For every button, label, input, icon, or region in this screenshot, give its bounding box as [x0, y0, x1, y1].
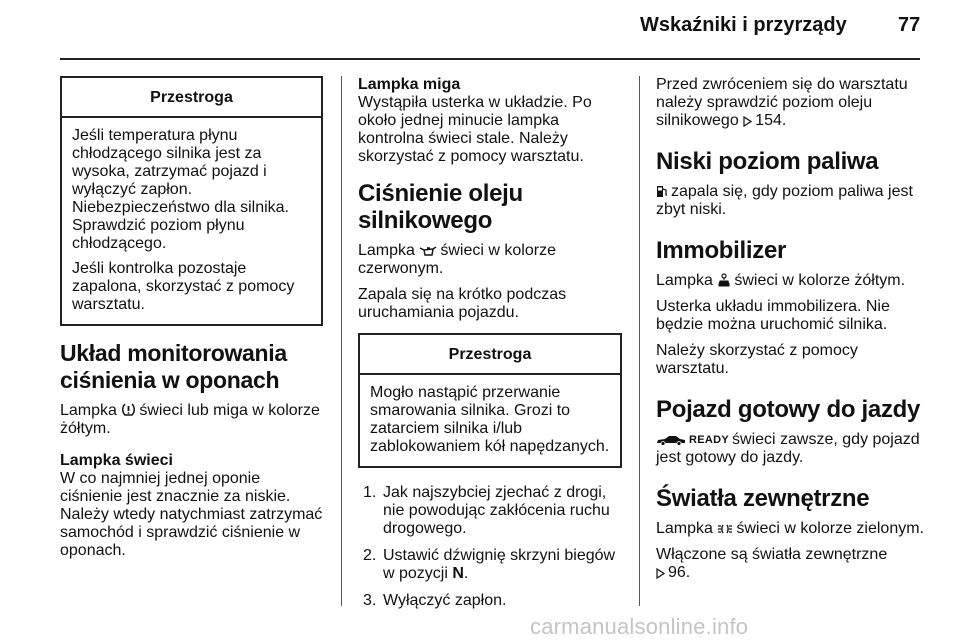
- column-3: [656, 76, 924, 590]
- page-header-title: Wskaźniki i przyrządy: [640, 14, 847, 36]
- subheading-lamp-blinks: Lampka miga: [358, 76, 461, 93]
- body-text: W co najmniej jednej oponie ciśnienie jest znacznie za niskie. Należy wtedy natychmiast zatrzymać samochód i sprawdzić ciśnienie w oponach.: [60, 470, 323, 559]
- tpms-lamp-text: Lampka świeci lub miga w kolorze żółtym.: [60, 402, 320, 437]
- car-icon: [656, 434, 686, 446]
- list-item: 3. Wyłączyć zapłon.: [363, 592, 507, 609]
- header-rule: [60, 58, 920, 60]
- caution-box-coolant: [60, 76, 323, 326]
- column-divider-1: [341, 76, 342, 606]
- section-heading-immobilizer: Immobilizer: [656, 237, 787, 264]
- body-text: Usterka układu immobilizera. Nie będzie można uruchomić silnika.: [656, 298, 890, 333]
- body-text: Wystąpiła usterka w układzie. Po około jednej minucie lampka kontrolna świeci stale. Należy skorzystać z pomocy warsztatu.: [358, 94, 592, 165]
- immobilizer-car-key-icon: [717, 273, 731, 287]
- page-number: 77: [898, 14, 921, 36]
- tyre-pressure-icon: [121, 402, 136, 417]
- fuel-pump-icon: [656, 184, 668, 198]
- watermark-footer: carmanualsonline.info: [530, 614, 749, 639]
- list-item: 1. Jak najszybciej zjechać z drogi, nie powodując zakłócenia ruchu drogowego.: [363, 484, 610, 537]
- column-1: [60, 76, 323, 568]
- page-reference-arrow-icon: [656, 568, 665, 579]
- caution-text: Jeśli temperatura płynu chłodzącego silnika jest za wysoka, zatrzymać pojazd i wyłączyć zapłon. Niebezpieczeństwo dla silnika. Sprawdzić poziom płynu chłodzącego.: [72, 127, 289, 252]
- fuel-text: zapala się, gdy poziom paliwa jest zbyt niski.: [656, 183, 913, 218]
- section-heading-oil-pressure: Ciśnienie oleju silnikowego: [358, 180, 523, 234]
- exterior-lights-icon: [717, 523, 733, 535]
- lights-lamp-text: Lampka świeci w kolorze zielonym.: [656, 520, 924, 537]
- body-text: Zapala się na krótko podczas uruchamiania pojazdu.: [358, 286, 567, 321]
- oil-check-text: Przed zwróceniem się do warsztatu należy sprawdzić poziom oleju silnikowego 154.: [656, 76, 908, 129]
- section-heading-tpms: Układ monitorowania ciśnienia w oponach: [60, 340, 287, 393]
- caution-box-oil: [358, 333, 622, 468]
- section-heading-exterior-lights: Światła zewnętrzne: [656, 485, 870, 512]
- oil-can-icon: [419, 245, 437, 257]
- section-heading-ready: Pojazd gotowy do jazdy: [656, 396, 921, 423]
- immo-lamp-text: Lampka świeci w kolorze żółtym.: [656, 272, 906, 289]
- subheading-lamp-on: Lampka świeci: [60, 452, 173, 469]
- column-divider-2: [639, 76, 640, 606]
- caution-heading: Przestroga: [62, 78, 321, 118]
- ready-label: READY: [689, 434, 730, 446]
- oil-lamp-text: Lampka świeci w kolorze czerwonym.: [358, 242, 556, 277]
- ready-text: READY świeci zawsze, gdy pojazd jest gotowy do jazdy.: [656, 431, 920, 466]
- caution-heading: Przestroga: [360, 335, 620, 375]
- list-item: 2. Ustawić dźwignię skrzyni biegów w pozycji N.: [363, 547, 616, 582]
- body-text: Należy skorzystać z pomocy warsztatu.: [656, 342, 858, 377]
- steps-list: [358, 484, 622, 610]
- caution-text: Mogło nastąpić przerwanie smarowania silnika. Grozi to zatarciem silnika i/lub zablokowaniem kół napędzanych.: [370, 384, 610, 455]
- page-reference-arrow-icon: [743, 116, 752, 127]
- column-2: [358, 76, 622, 619]
- lights-on-text: Włączone są światła zewnętrzne 96.: [656, 546, 888, 581]
- caution-text: Jeśli kontrolka pozostaje zapalona, skorzystać z pomocy warsztatu.: [72, 260, 295, 313]
- section-heading-low-fuel: Niski poziom paliwa: [656, 148, 879, 175]
